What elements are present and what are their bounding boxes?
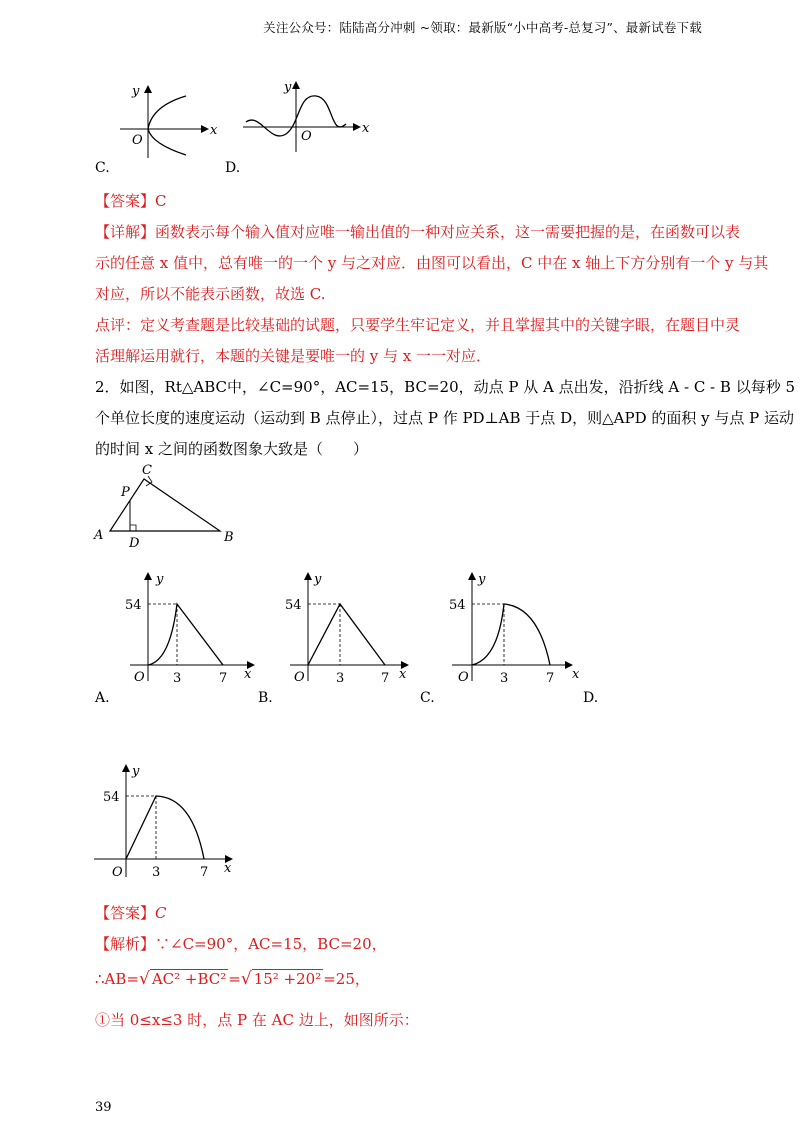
q2-option-b-label: B. xyxy=(258,690,273,706)
page-number: 39 xyxy=(95,1100,112,1115)
q2-option-c-label: C. xyxy=(420,690,435,706)
y-label: y xyxy=(132,764,140,779)
tick-3-label: 3 xyxy=(173,671,182,685)
q2-ab-calculation: ∴AB=√ AC² +BC² =√ 15² +20² =25， xyxy=(95,969,370,989)
peak-value-label: 54 xyxy=(285,598,302,613)
y-label: y xyxy=(478,572,486,587)
origin-label: O xyxy=(134,670,145,685)
graph-curve xyxy=(308,604,385,665)
peak-value-label: 54 xyxy=(125,598,142,613)
x-label: x xyxy=(399,667,407,682)
page-header: 关注公众号：陆陆高分冲刺 ~领取：最新版“小中高考-总复习”、最新试卷下载 xyxy=(263,20,702,35)
peak-value-label: 54 xyxy=(449,598,466,613)
graph-curve xyxy=(472,604,550,665)
graph-option-d xyxy=(238,72,373,154)
radicand-1: AC² +BC² xyxy=(151,970,227,988)
option-d-label: D. xyxy=(225,160,241,176)
vertex-a-label: A xyxy=(94,528,104,543)
x-label: x xyxy=(244,667,252,682)
q1-comment-line2: 活理解运用就行，本题的关键是要唯一的 y 与 x 一一对应． xyxy=(95,347,492,365)
q1-answer: 【答案】C xyxy=(95,192,167,210)
x-label: x xyxy=(224,861,232,876)
graph-option-d-q2 xyxy=(92,757,242,879)
option-c-label: C. xyxy=(95,160,110,176)
q2-stem-line3: 的时间 x 之间的函数图象大致是（ ） xyxy=(95,440,368,458)
origin-label: O xyxy=(458,670,469,685)
tick-7-label: 7 xyxy=(200,865,209,879)
graph-curve xyxy=(148,604,223,665)
x-label: x xyxy=(362,121,370,136)
tick-3-label: 3 xyxy=(336,671,345,685)
triangle-figure xyxy=(90,458,250,550)
q2-stem-line1: 2．如图，Rt△ABC中，∠C=90°，AC=15，BC=20，动点 P 从 A 点出发，沿折线 A - C - B 以每秒 5 xyxy=(95,378,795,396)
q2-case1: ①当 0≤x≤3 时，点 P 在 AC 边上，如图所示： xyxy=(95,1011,419,1029)
tick-3-label: 3 xyxy=(152,865,161,879)
q2-option-a-label: A. xyxy=(95,690,110,706)
q1-comment-line1: 点评：定义考查题是比较基础的试题，只要学生牢记定义，并且掌握其中的关键字眼，在题目中灵 xyxy=(95,316,741,334)
peak-value-label: 54 xyxy=(103,790,120,805)
right-angle-d xyxy=(130,525,136,531)
q1-detail-line2: 示的任意 x 值中，总有唯一的一个 y 与之对应．由图可以看出，C 中在 x 轴上下方分别有一个 y 与其 xyxy=(95,254,769,272)
graph-curve xyxy=(126,796,204,859)
q1-detail-line1: 【详解】函数表示每个输入值对应唯一输出值的一种对应关系，这一需要把握的是，在函数可以表 xyxy=(95,223,741,241)
tick-3-label: 3 xyxy=(500,671,509,685)
tick-7-label: 7 xyxy=(381,671,390,685)
graph-option-a xyxy=(112,565,262,685)
q2-stem-line2: 个单位长度的速度运动（运动到 B 点停止），过点 P 作 PD⊥AB 于点 D，则△APD 的面积 y 与点 P 运动 xyxy=(95,409,794,427)
origin-label: O xyxy=(301,129,312,144)
x-label: x xyxy=(572,667,580,682)
radicand-2: 15² +20² xyxy=(253,970,322,988)
tick-7-label: 7 xyxy=(546,671,555,685)
origin-label: O xyxy=(294,670,305,685)
q2-option-d-label: D. xyxy=(583,690,599,706)
graph-option-c-q2 xyxy=(440,565,590,685)
sideways-parabola-curve xyxy=(148,96,186,155)
y-label: y xyxy=(314,572,322,587)
x-label: x xyxy=(210,123,218,138)
vertex-b-label: B xyxy=(224,530,234,545)
point-d-label: D xyxy=(129,536,140,550)
graph-option-b xyxy=(276,565,426,685)
y-label: y xyxy=(156,572,164,587)
y-label: y xyxy=(132,84,140,99)
y-label: y xyxy=(284,80,292,95)
q1-detail-line3: 对应，所以不能表示函数，故选 C. xyxy=(95,285,326,303)
point-p-label: P xyxy=(121,485,130,500)
origin-label: O xyxy=(112,865,123,879)
vertex-c-label: C xyxy=(142,463,152,478)
q2-analysis-line1: 【解析】∵∠C=90°，AC=15，BC=20， xyxy=(95,935,387,953)
origin-label: O xyxy=(132,133,143,148)
graph-option-c xyxy=(112,78,222,160)
q2-answer: 【答案】C xyxy=(95,904,167,922)
tick-7-label: 7 xyxy=(219,671,228,685)
